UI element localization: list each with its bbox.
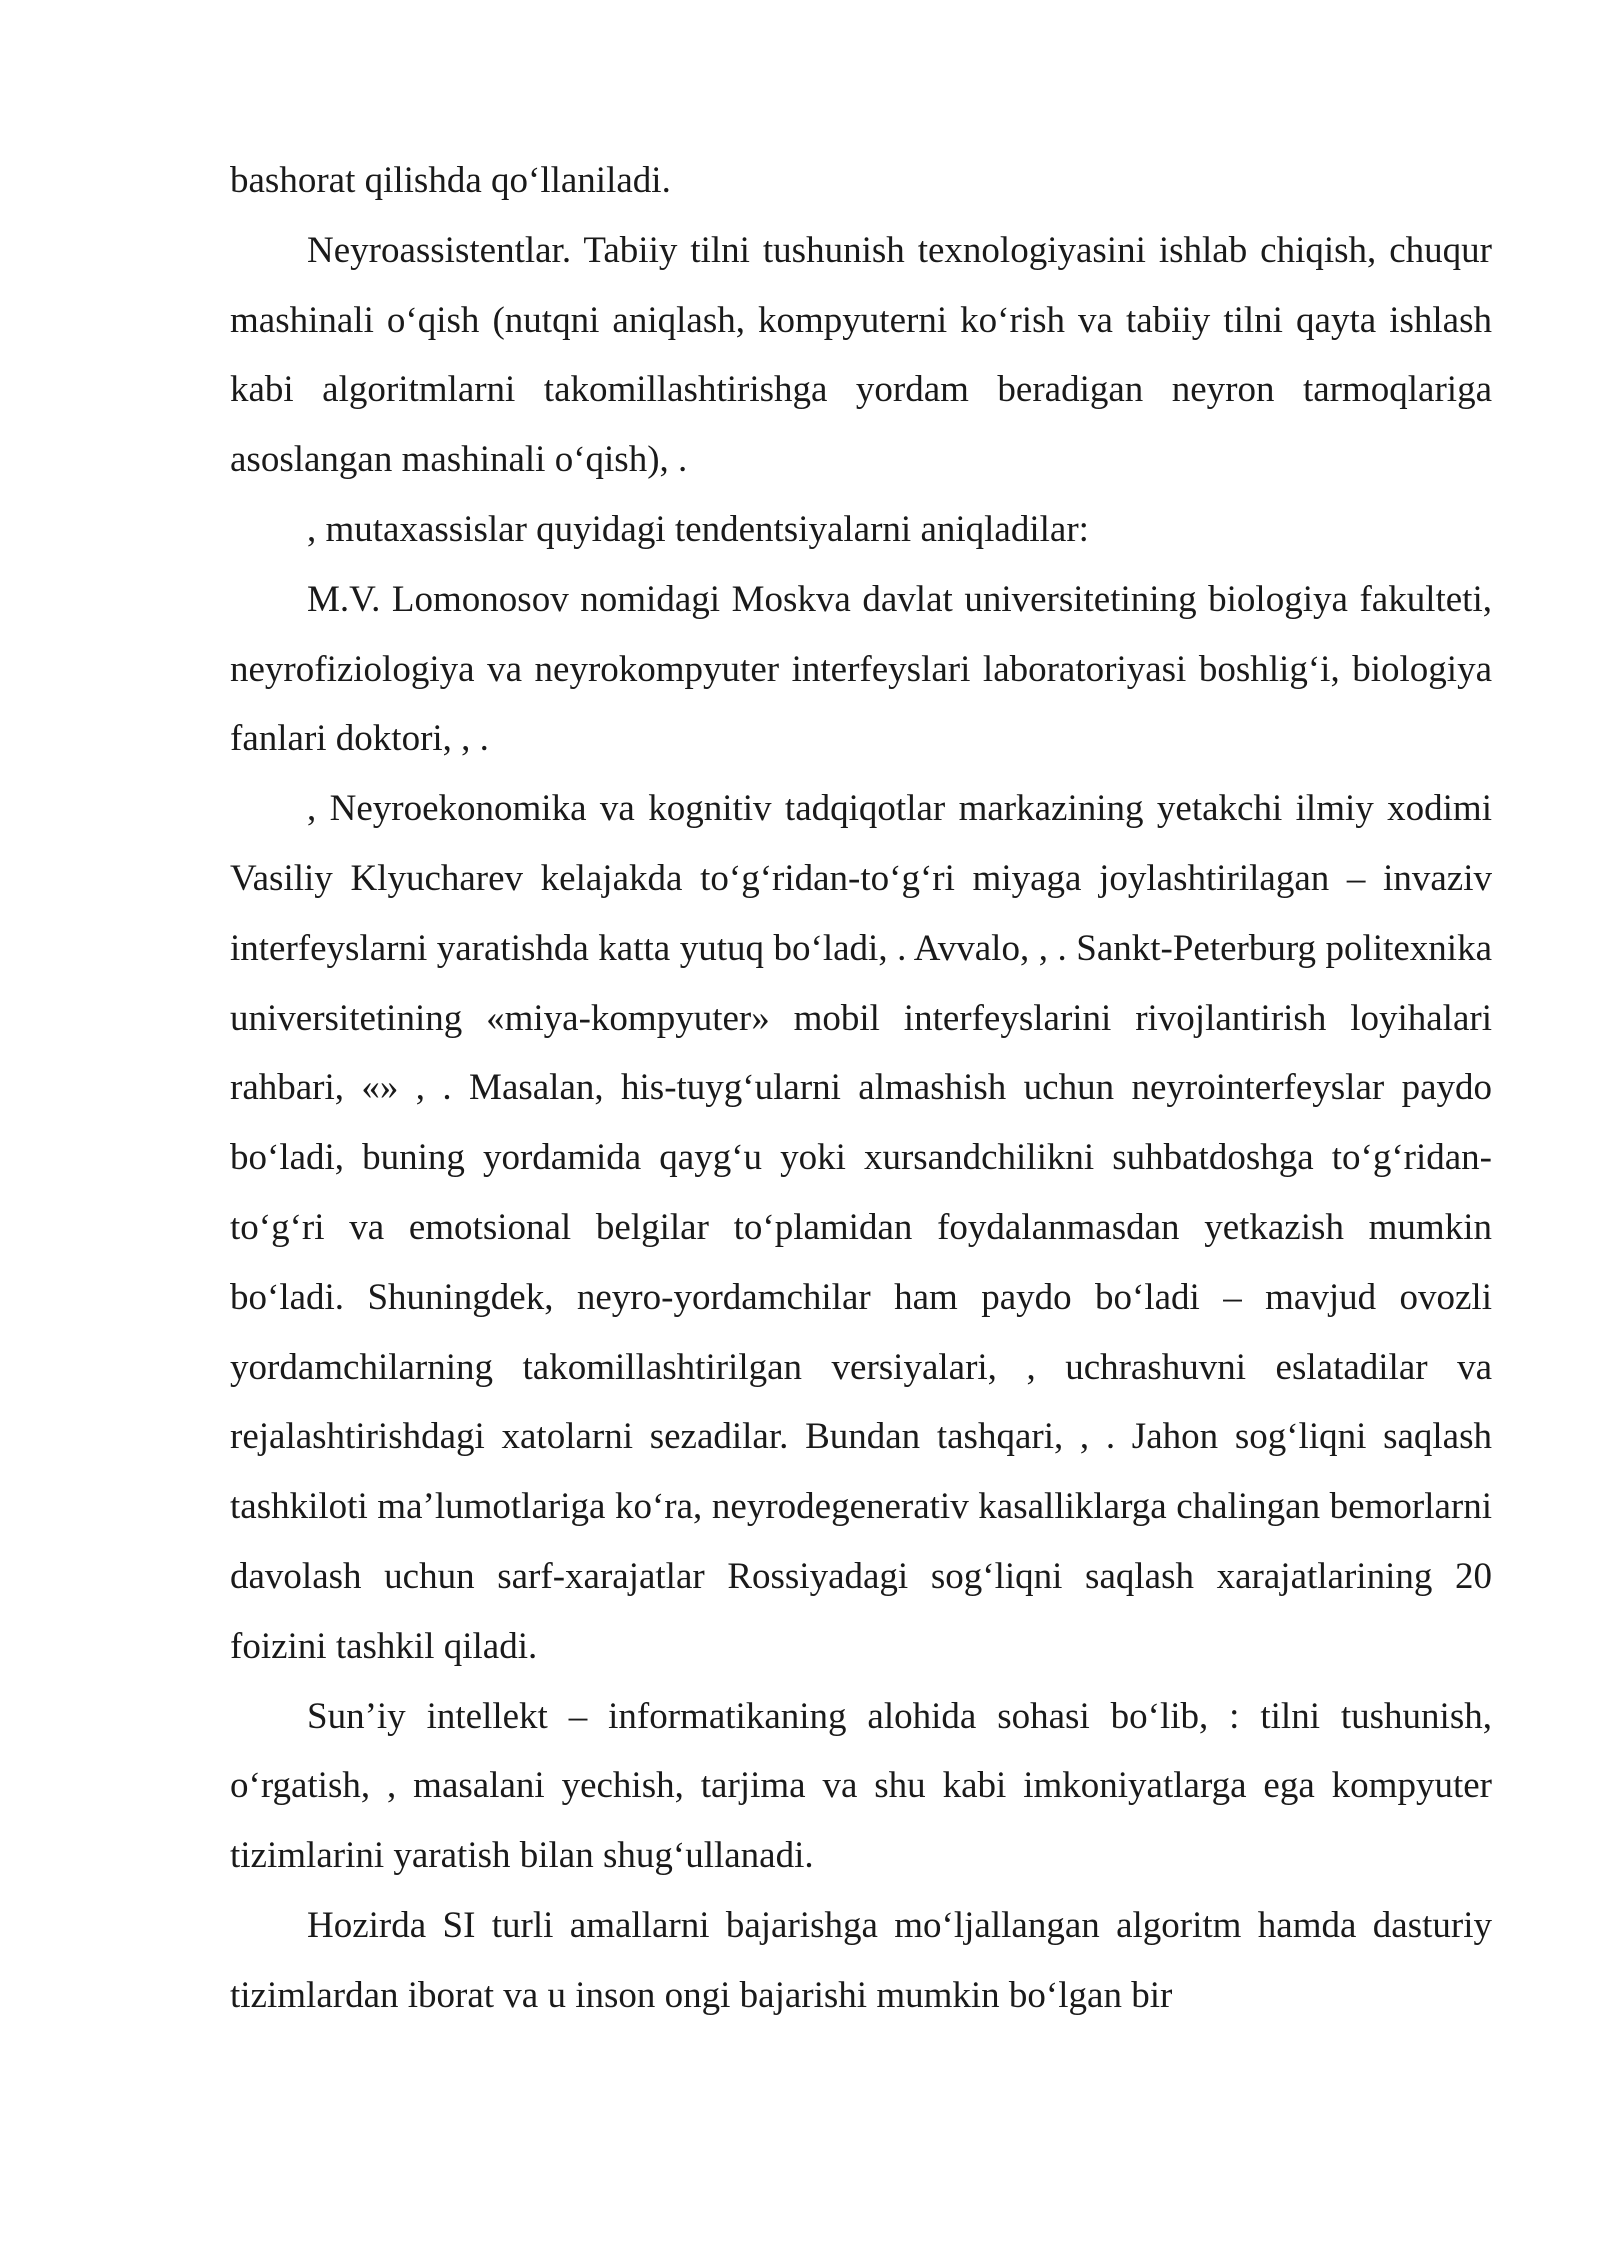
body-text <box>230 146 1492 2031</box>
paragraph-lomonosov: M.V. Lomonosov nomidagi Moskva davlat universitetining biologiya fakulteti, neyrofiziologiya va neyrokompyuter interfeyslari laboratoriyasi boshlig‘i, biologiya fanlari doktori, , . <box>230 578 1492 760</box>
paragraph-trends-intro: , mutaxassislar quyidagi tendentsiyalarni aniqladilar: <box>307 508 1089 550</box>
paragraph-neuroassistants: Neyroassistentlar. Tabiiy tilni tushunish texnologiyasini ishlab chiqish, chuqur mashinali o‘qish (nutqni aniqlash, kompyuterni ko‘rish va tabiiy tilni qayta ishlash kabi algoritmlarni takomillashtirishga yordam beradigan neyron tarmoqlariga asoslangan mashinali o‘qish), . <box>230 229 1492 481</box>
paragraph-neuroeconomics: , Neyroekonomika va kognitiv tadqiqotlar markazining yetakchi ilmiy xodimi Vasiliy Klyucharev kelajakda to‘g‘ridan-to‘g‘ri miyaga joylashtirilagan – invaziv interfeyslarni yaratishda katta yutuq bo‘ladi, . Avvalo, , . Sankt-Peterburg politexnika universitetining «miya-kompyuter» mobil interfeyslarini rivojlantirish loyihalari rahbari, «» , . Masalan, his-tuyg‘ularni almashish uchun neyrointerfeyslar paydo bo‘ladi, buning yordamida qayg‘u yoki xursandchilikni suhbatdoshga to‘g‘ridan-to‘g‘ri va emotsional belgilar to‘plamidan foydalanmasdan yetkazish mumkin bo‘ladi. Shuningdek, neyro-yordamchilar ham paydo bo‘ladi – mavjud ovozli yordamchilarning takomillashtirilgan versiyalari, , uchrashuvni eslatadilar va rejalashtirishdagi xatolarni sezadilar. Bundan tashqari, , . Jahon sog‘liqni saqlash tashkiloti ma’lumotlariga ko‘ra, neyrodegenerativ kasalliklarga chalingan bemorlarni davolash uchun sarf-xarajatlar Rossiyadagi sog‘liqni saqlash xarajatlarining 20 foizini tashkil qiladi. <box>230 788 1492 1667</box>
paragraph-si-today: Hozirda SI turli amallarni bajarishga mo‘ljallangan algoritm hamda dasturiy tizimlardan iborat va u inson ongi bajarishi mumkin bo‘lgan bir <box>230 1904 1492 2016</box>
paragraph-continuation: bashorat qilishda qo‘llaniladi. <box>230 160 671 201</box>
paragraph-artificial-intelligence: Sun’iy intellekt – informatikaning alohida sohasi bo‘lib, : tilni tushunish, o‘rgatish, , masalani yechish, tarjima va shu kabi imkoniyatlarga ega kompyuter tizimlarini yaratish bilan shug‘ullanadi. <box>230 1695 1492 1877</box>
